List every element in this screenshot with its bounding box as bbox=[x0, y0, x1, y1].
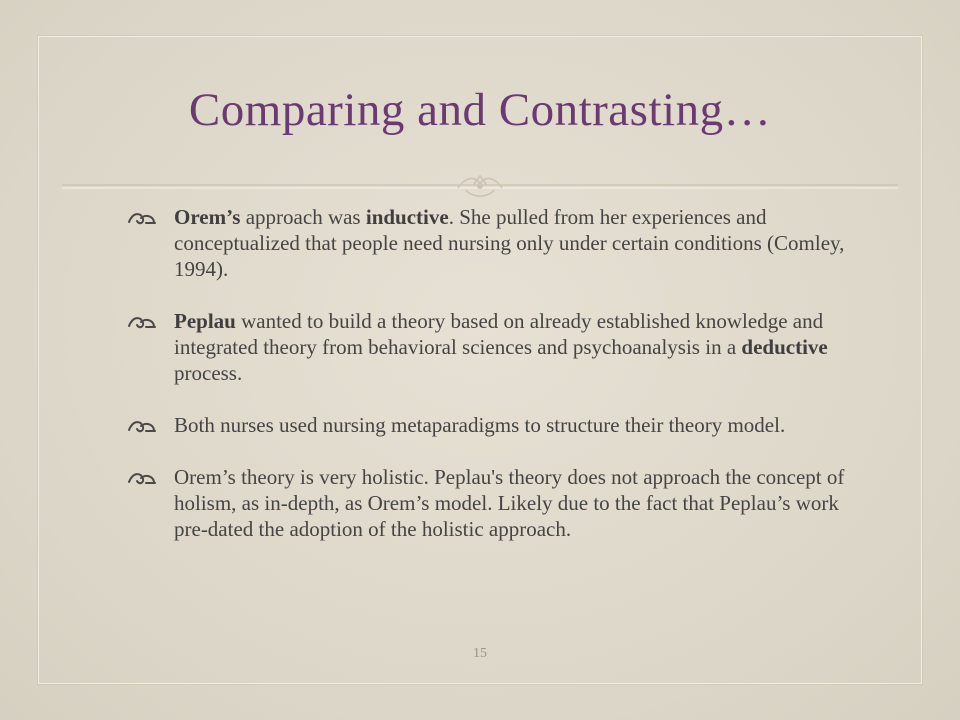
bullet-text: process. bbox=[174, 361, 243, 385]
fleuron-bullet-icon bbox=[126, 416, 158, 436]
slide-title: Comparing and Contrasting… bbox=[188, 84, 772, 136]
bullet-text: wanted to build a theory based on already established knowledge and integrated theory from behavioral sciences and psychoanalysis in a bbox=[174, 309, 824, 359]
page-number: 15 bbox=[473, 646, 487, 661]
bullet-text: Both nurses used nursing metaparadigms to structure their theory model. bbox=[174, 413, 786, 437]
bullet-bold-term: inductive bbox=[365, 205, 449, 229]
bullet-text: Orem’s theory is very holistic. Peplau's theory does not approach the concept of holism, as in-depth, as Orem’s model. Likely due to the fact that Peplau’s work pre-dated the adoption of the holistic approach. bbox=[174, 465, 845, 541]
bullet-text: . She pulled from her experiences and conceptualized that people need nursing only under certain conditions (Comley, 1994). bbox=[174, 205, 845, 281]
bullet-item bbox=[132, 308, 852, 386]
fleuron-bullet-icon bbox=[126, 312, 158, 332]
fleuron-bullet-icon bbox=[126, 468, 158, 488]
bullet-bold-term: deductive bbox=[741, 335, 828, 359]
fleuron-bullet-icon bbox=[126, 208, 158, 228]
bullet-item bbox=[132, 464, 852, 542]
bullet-text: approach was bbox=[240, 205, 366, 229]
bullet-list bbox=[132, 204, 852, 568]
ornament-divider-icon bbox=[62, 172, 898, 202]
bullet-bold-term: Orem’s bbox=[174, 205, 241, 229]
bullet-bold-term: Peplau bbox=[174, 309, 236, 333]
bullet-item bbox=[132, 412, 852, 438]
bullet-item bbox=[132, 204, 852, 282]
